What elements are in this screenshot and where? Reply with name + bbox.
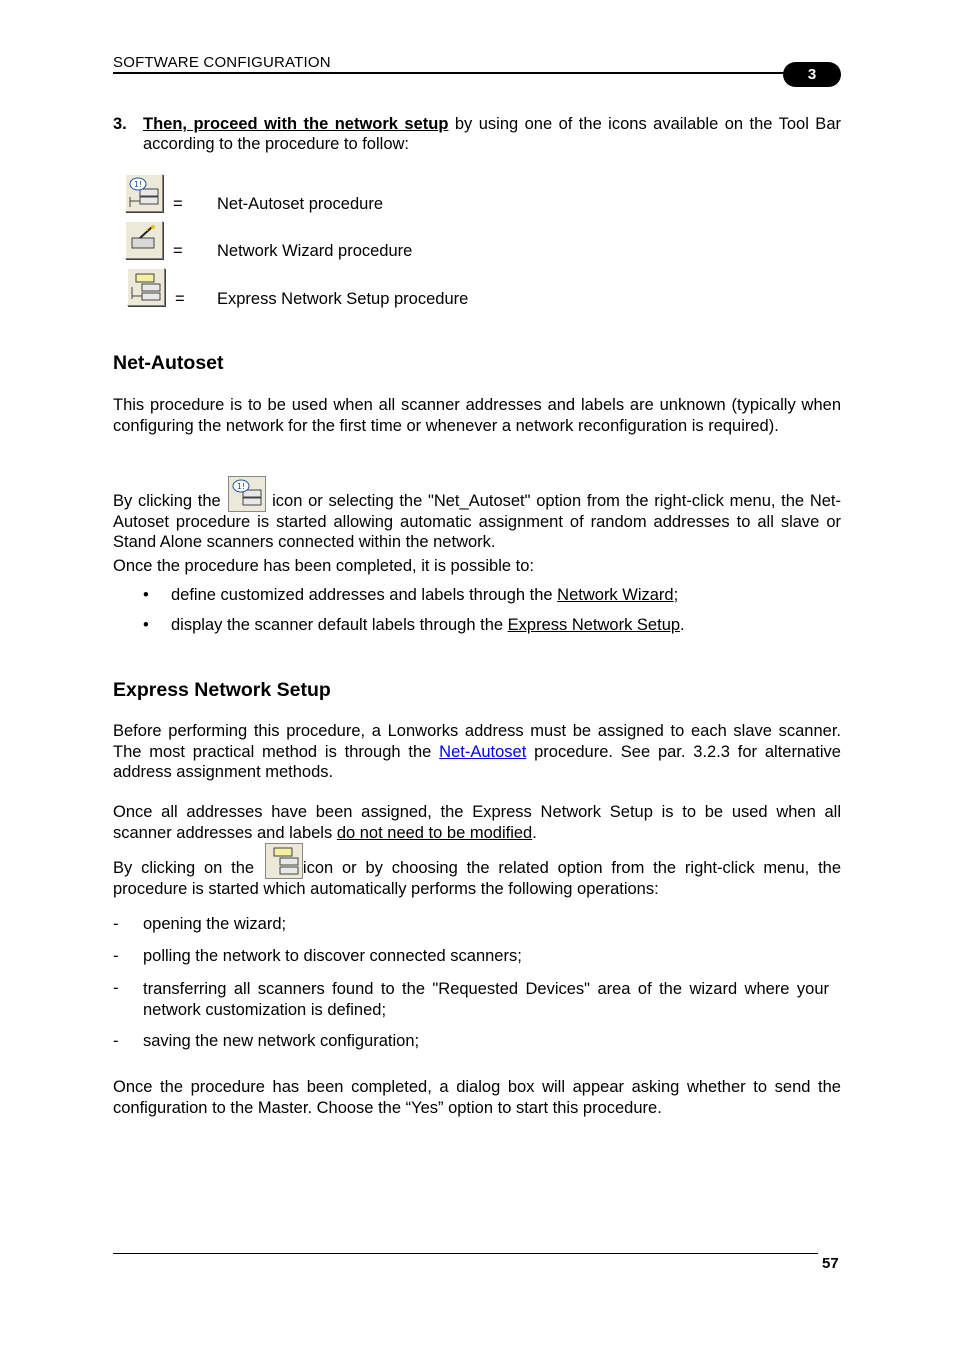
equals-sign: = (173, 242, 183, 260)
net-autoset-heading: Net-Autoset (113, 352, 224, 374)
chapter-badge: 3 (783, 62, 841, 87)
bullet: • (143, 586, 149, 604)
step-number: 3. (113, 115, 127, 133)
net-autoset-para2: By clicking the 1! icon or selecting the "Net_Autoset" option from the right-click menu, the Net-Autoset procedure is started allowing automatic assignment of random addresses to all slave or Stand Alone scanners connected within the network. (113, 476, 841, 553)
dash: - (113, 1032, 119, 1050)
equals-sign: = (175, 290, 185, 308)
express-network-setup-link[interactable]: Express Network Setup (507, 616, 681, 634)
net-autoset-link[interactable]: Net-Autoset (439, 742, 527, 761)
underlined-phrase: do not need to be modified (336, 823, 533, 842)
list-item: transferring all scanners found to the "Requested Devices" area of the wizard where your network customization is defined; (143, 980, 829, 1019)
step-rest: by using one of the icons available on the Tool Bar according to the procedure to follow: (143, 115, 841, 153)
step-text (143, 114, 841, 154)
dash: - (113, 915, 119, 933)
express-para3: By clicking on the icon or by choosing the related option from the right-click menu, the procedure is started which automatically performs the following operations: (113, 843, 841, 899)
svg-text:1!: 1! (133, 180, 143, 189)
list-item: saving the new network configuration; (143, 1032, 420, 1050)
icon-label-network-wizard: Network Wizard procedure (217, 242, 413, 260)
list-item: define customized addresses and labels through the Network Wizard; (171, 586, 679, 604)
express-network-setup-icon (265, 843, 301, 877)
net-autoset-para3: Once the procedure has been completed, it is possible to: (113, 557, 534, 575)
svg-text:1!: 1! (237, 482, 246, 491)
list-item: display the scanner default labels through the Express Network Setup. (171, 616, 685, 634)
footer-rule (113, 1253, 818, 1254)
icon-label-express-setup: Express Network Setup procedure (217, 290, 469, 308)
express-para2: Once all addresses have been assigned, the Express Network Setup is to be used when all scanner addresses and labels do not need to be modified. (113, 803, 841, 842)
bullet: • (143, 616, 149, 634)
express-network-setup-icon (127, 268, 165, 311)
icon-label-net-autoset: Net-Autoset procedure (217, 195, 384, 213)
step-3 (113, 114, 841, 154)
list-item: opening the wizard; (143, 915, 287, 933)
page-number: 57 (822, 1255, 839, 1272)
net-autoset-icon (228, 476, 264, 510)
express-para1: Before performing this procedure, a Lonworks address must be assigned to each slave scanner. The most practical method is through the Net-Autoset procedure. See par. 3.2.3 for alternative address assignment methods. (113, 722, 841, 781)
list-item: polling the network to discover connected scanners; (143, 947, 522, 965)
network-wizard-icon (125, 221, 163, 264)
step-lead: Then, proceed with the network setup (143, 115, 449, 133)
express-closing: Once the procedure has been completed, a dialog box will appear asking whether to send the configuration to the Master. Choose the “Yes” option to start this procedure. (113, 1078, 841, 1117)
net-autoset-icon (125, 174, 163, 217)
dash: - (113, 947, 119, 965)
dash: - (113, 979, 119, 997)
equals-sign: = (173, 195, 183, 213)
network-wizard-link[interactable]: Network Wizard (557, 586, 674, 604)
running-header: SOFTWARE CONFIGURATION (113, 54, 331, 71)
net-autoset-para1: This procedure is to be used when all scanner addresses and labels are unknown (typically when configuring the network for the first time or whenever a network reconfiguration is required). (113, 396, 841, 435)
express-heading: Express Network Setup (113, 679, 331, 701)
header-rule (113, 72, 803, 74)
